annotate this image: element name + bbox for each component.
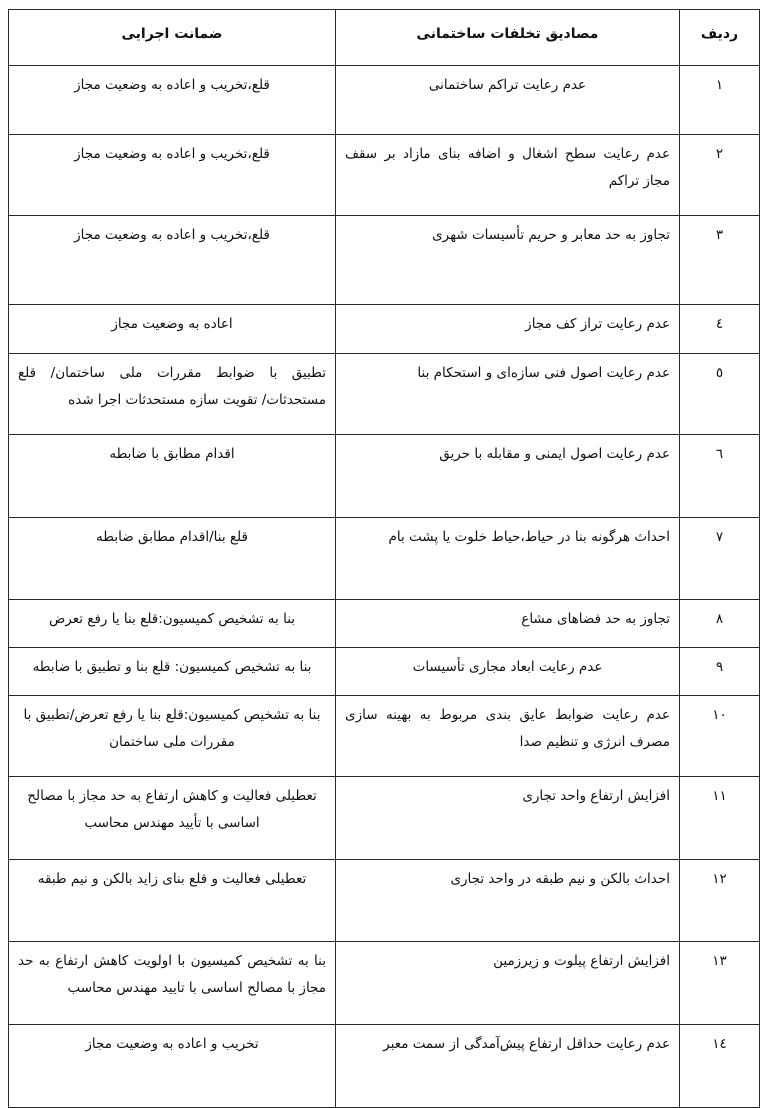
violation-text: تجاوز به حد فضاهای مشاع bbox=[336, 600, 680, 648]
table-row bbox=[9, 1025, 760, 1108]
row-number: ١٤ bbox=[680, 1025, 760, 1108]
row-number: ۲ bbox=[680, 135, 760, 216]
table-header-row bbox=[9, 10, 760, 66]
guarantee-text: تعطیلی فعالیت و قلع بنای زاید بالکن و نیم طبقه bbox=[9, 860, 336, 942]
table-row bbox=[9, 354, 760, 435]
violation-text: تجاوز به حد معابر و حریم تأسیسات شهری bbox=[336, 216, 680, 305]
violation-text: احداث هرگونه بنا در حیاط،حیاط خلوت یا پشت بام bbox=[336, 518, 680, 600]
violation-text: عدم رعایت تراکم ساختمانی bbox=[336, 66, 680, 135]
guarantee-text: قلع،تخریب و اعاده به وضعیت مجاز bbox=[9, 66, 336, 135]
row-number: ٦ bbox=[680, 435, 760, 518]
table-row bbox=[9, 942, 760, 1025]
violation-text: احداث بالکن و نیم طبقه در واحد تجاری bbox=[336, 860, 680, 942]
guarantee-text: تطبیق با ضوابط مقررات ملی ساختمان/ قلع مستحدثات/ تقویت سازه مستحدثات اجرا شده bbox=[9, 354, 336, 435]
guarantee-text: بنا به تشخیص کمیسیون:قلع بنا یا رفع تعرض/تطبیق با مقررات ملی ساختمان bbox=[9, 696, 336, 777]
guarantee-text: اقدام مطابق با ضابطه bbox=[9, 435, 336, 518]
row-number: ۱۲ bbox=[680, 860, 760, 942]
guarantee-text: بنا به تشخیص کمیسیون:قلع بنا یا رفع تعرض bbox=[9, 600, 336, 648]
guarantee-text: قلع،تخریب و اعاده به وضعیت مجاز bbox=[9, 216, 336, 305]
guarantee-text: تخریب و اعاده به وضعیت مجاز bbox=[9, 1025, 336, 1108]
violations-table bbox=[8, 9, 760, 1108]
violation-text: افزایش ارتفاع پیلوت و زیرزمین bbox=[336, 942, 680, 1025]
row-number: ۱۰ bbox=[680, 696, 760, 777]
guarantee-text: اعاده به وضعیت مجاز bbox=[9, 305, 336, 354]
row-number: ۳ bbox=[680, 216, 760, 305]
guarantee-text: قلع،تخریب و اعاده به وضعیت مجاز bbox=[9, 135, 336, 216]
table-row bbox=[9, 518, 760, 600]
guarantee-text: بنا به تشخیص کمیسیون: قلع بنا و تطبیق با ضابطه bbox=[9, 648, 336, 696]
violation-text: عدم رعایت تراز کف مجاز bbox=[336, 305, 680, 354]
row-number: ٥ bbox=[680, 354, 760, 435]
row-number: ۱۱ bbox=[680, 777, 760, 860]
violation-text: عدم رعایت اصول ایمنی و مقابله با حریق bbox=[336, 435, 680, 518]
row-number: ۷ bbox=[680, 518, 760, 600]
violation-text: عدم رعایت سطح اشغال و اضافه بنای مازاد بر سقف مجاز تراکم bbox=[336, 135, 680, 216]
guarantee-text: بنا به تشخیص کمیسیون با اولویت کاهش ارتفاع به حد مجاز با مصالح اساسی با تایید مهندس محاسب bbox=[9, 942, 336, 1025]
table-row bbox=[9, 648, 760, 696]
table-row bbox=[9, 435, 760, 518]
violation-text: عدم رعایت اصول فنی سازه‌ای و استحکام بنا bbox=[336, 354, 680, 435]
header-violation: مصادیق تخلفات ساختمانی bbox=[336, 10, 680, 66]
violation-text: عدم رعایت ضوابط عایق بندی مربوط به بهینه سازی مصرف انرژی و تنظیم صدا bbox=[336, 696, 680, 777]
row-number: ۱ bbox=[680, 66, 760, 135]
table-row bbox=[9, 216, 760, 305]
table-row bbox=[9, 305, 760, 354]
violation-text: عدم رعایت حداقل ارتفاع پیش‌آمدگی از سمت معبر bbox=[336, 1025, 680, 1108]
table-row bbox=[9, 860, 760, 942]
document-page bbox=[9, 9, 760, 1108]
row-number: ۸ bbox=[680, 600, 760, 648]
header-row-number: ردیف bbox=[680, 10, 760, 66]
table-row bbox=[9, 600, 760, 648]
row-number: ۱۳ bbox=[680, 942, 760, 1025]
header-guarantee: ضمانت اجرایی bbox=[9, 10, 336, 66]
table-row bbox=[9, 135, 760, 216]
violation-text: عدم رعایت ابعاد مجاری تأسیسات bbox=[336, 648, 680, 696]
guarantee-text: قلع بنا/اقدام مطابق ضابطه bbox=[9, 518, 336, 600]
table-row bbox=[9, 696, 760, 777]
row-number: ۹ bbox=[680, 648, 760, 696]
row-number: ٤ bbox=[680, 305, 760, 354]
guarantee-text: تعطیلی فعالیت و کاهش ارتفاع به حد مجاز با مصالح اساسی با تأیید مهندس محاسب bbox=[9, 777, 336, 860]
table-row bbox=[9, 66, 760, 135]
violation-text: افزایش ارتفاع واحد تجاری bbox=[336, 777, 680, 860]
table-row bbox=[9, 777, 760, 860]
